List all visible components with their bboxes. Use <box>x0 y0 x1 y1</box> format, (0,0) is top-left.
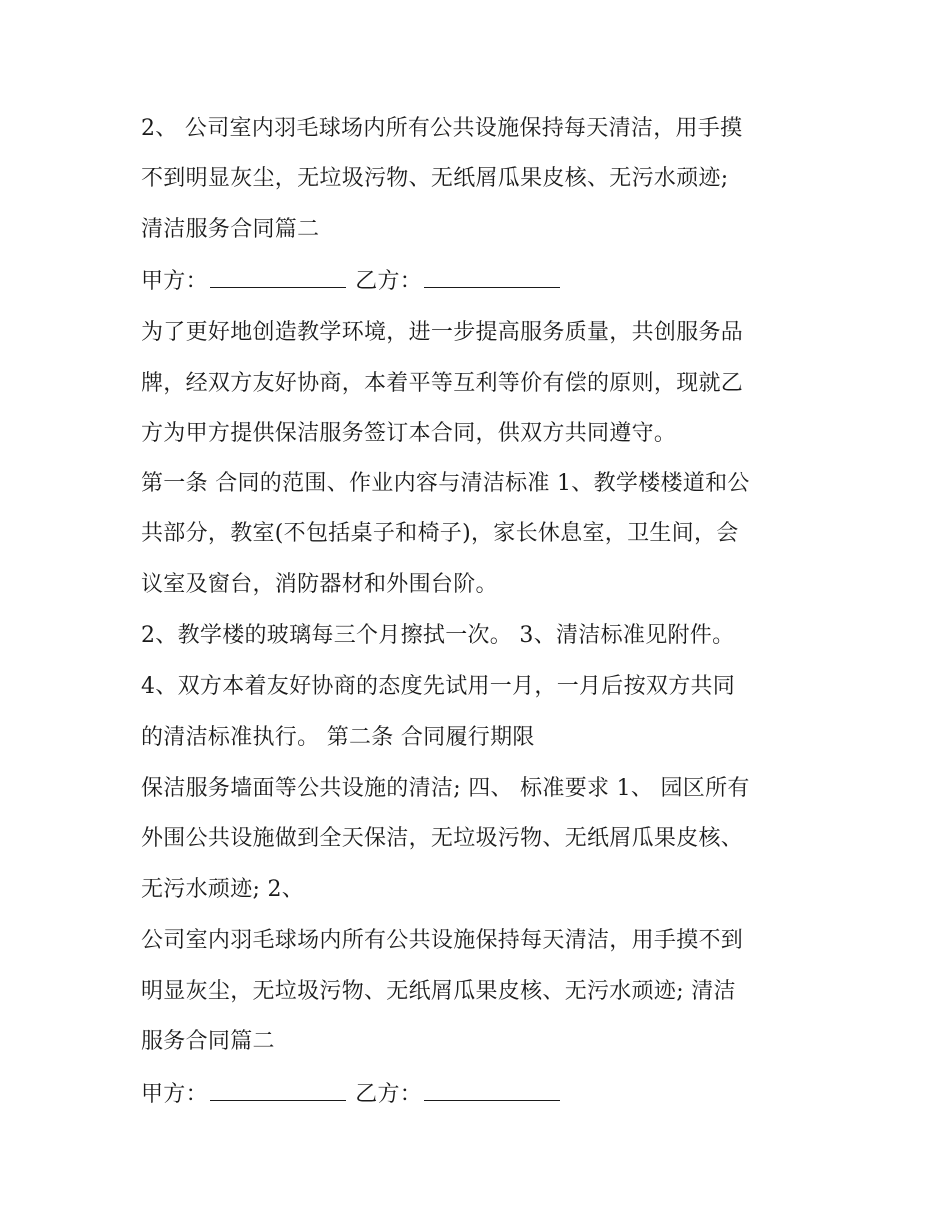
text-line-7: 方为甲方提供保洁服务签订本合同，供双方共同遵守。 <box>141 421 677 446</box>
party-b-blank <box>424 267 560 288</box>
text-line-5: 为了更好地创造教学环境，进一步提高服务质量，共创服务品 <box>141 320 744 345</box>
text-line-16: 无污水顽迹; 2、 <box>141 877 305 902</box>
party-a-label: 甲方： <box>141 1082 208 1107</box>
party-b-label: 乙方： <box>355 269 423 294</box>
text-line-14: 保洁服务墙面等公共设施的清洁; 四、 标准要求 1、 园区所有 <box>141 776 750 801</box>
text-line-10: 议室及窗台，消防器材和外围台阶。 <box>141 572 498 597</box>
text-line-1: 2、 公司室内羽毛球场内所有公共设施保持每天清洁，用手摸 <box>141 116 743 141</box>
signature-line-1 <box>141 267 562 297</box>
signature-line-2 <box>141 1080 562 1110</box>
party-a-blank <box>210 1080 346 1101</box>
text-line-8: 第一条 合同的范围、作业内容与清洁标准 1、教学楼楼道和公 <box>141 471 750 496</box>
text-line-3: 清洁服务合同篇二 <box>141 217 320 242</box>
text-line-6: 牌，经双方友好协商，本着平等互利等价有偿的原则，现就乙 <box>141 371 744 396</box>
party-b-label: 乙方： <box>355 1082 423 1107</box>
text-line-9: 共部分，教室(不包括桌子和椅子)，家长休息室，卫生间，会 <box>141 521 739 546</box>
text-line-19: 服务合同篇二 <box>141 1029 275 1054</box>
party-a-label: 甲方： <box>141 269 208 294</box>
text-line-15: 外围公共设施做到全天保洁，无垃圾污物、无纸屑瓜果皮核、 <box>141 826 744 851</box>
text-line-2: 不到明显灰尘，无垃圾污物、无纸屑瓜果皮核、无污水顽迹; <box>141 166 729 191</box>
text-line-18: 明显灰尘，无垃圾污物、无纸屑瓜果皮核、无污水顽迹; 清洁 <box>141 979 736 1004</box>
party-a-blank <box>210 267 346 288</box>
party-b-blank <box>424 1080 560 1101</box>
text-line-17: 公司室内羽毛球场内所有公共设施保持每天清洁，用手摸不到 <box>141 928 744 953</box>
text-line-13: 的清洁标准执行。 第二条 合同履行期限 <box>141 725 535 750</box>
text-line-11: 2、教学楼的玻璃每三个月擦拭一次。 3、清洁标准见附件。 <box>141 623 735 648</box>
text-line-12: 4、双方本着友好协商的态度先试用一月，一月后按双方共同 <box>141 674 736 699</box>
